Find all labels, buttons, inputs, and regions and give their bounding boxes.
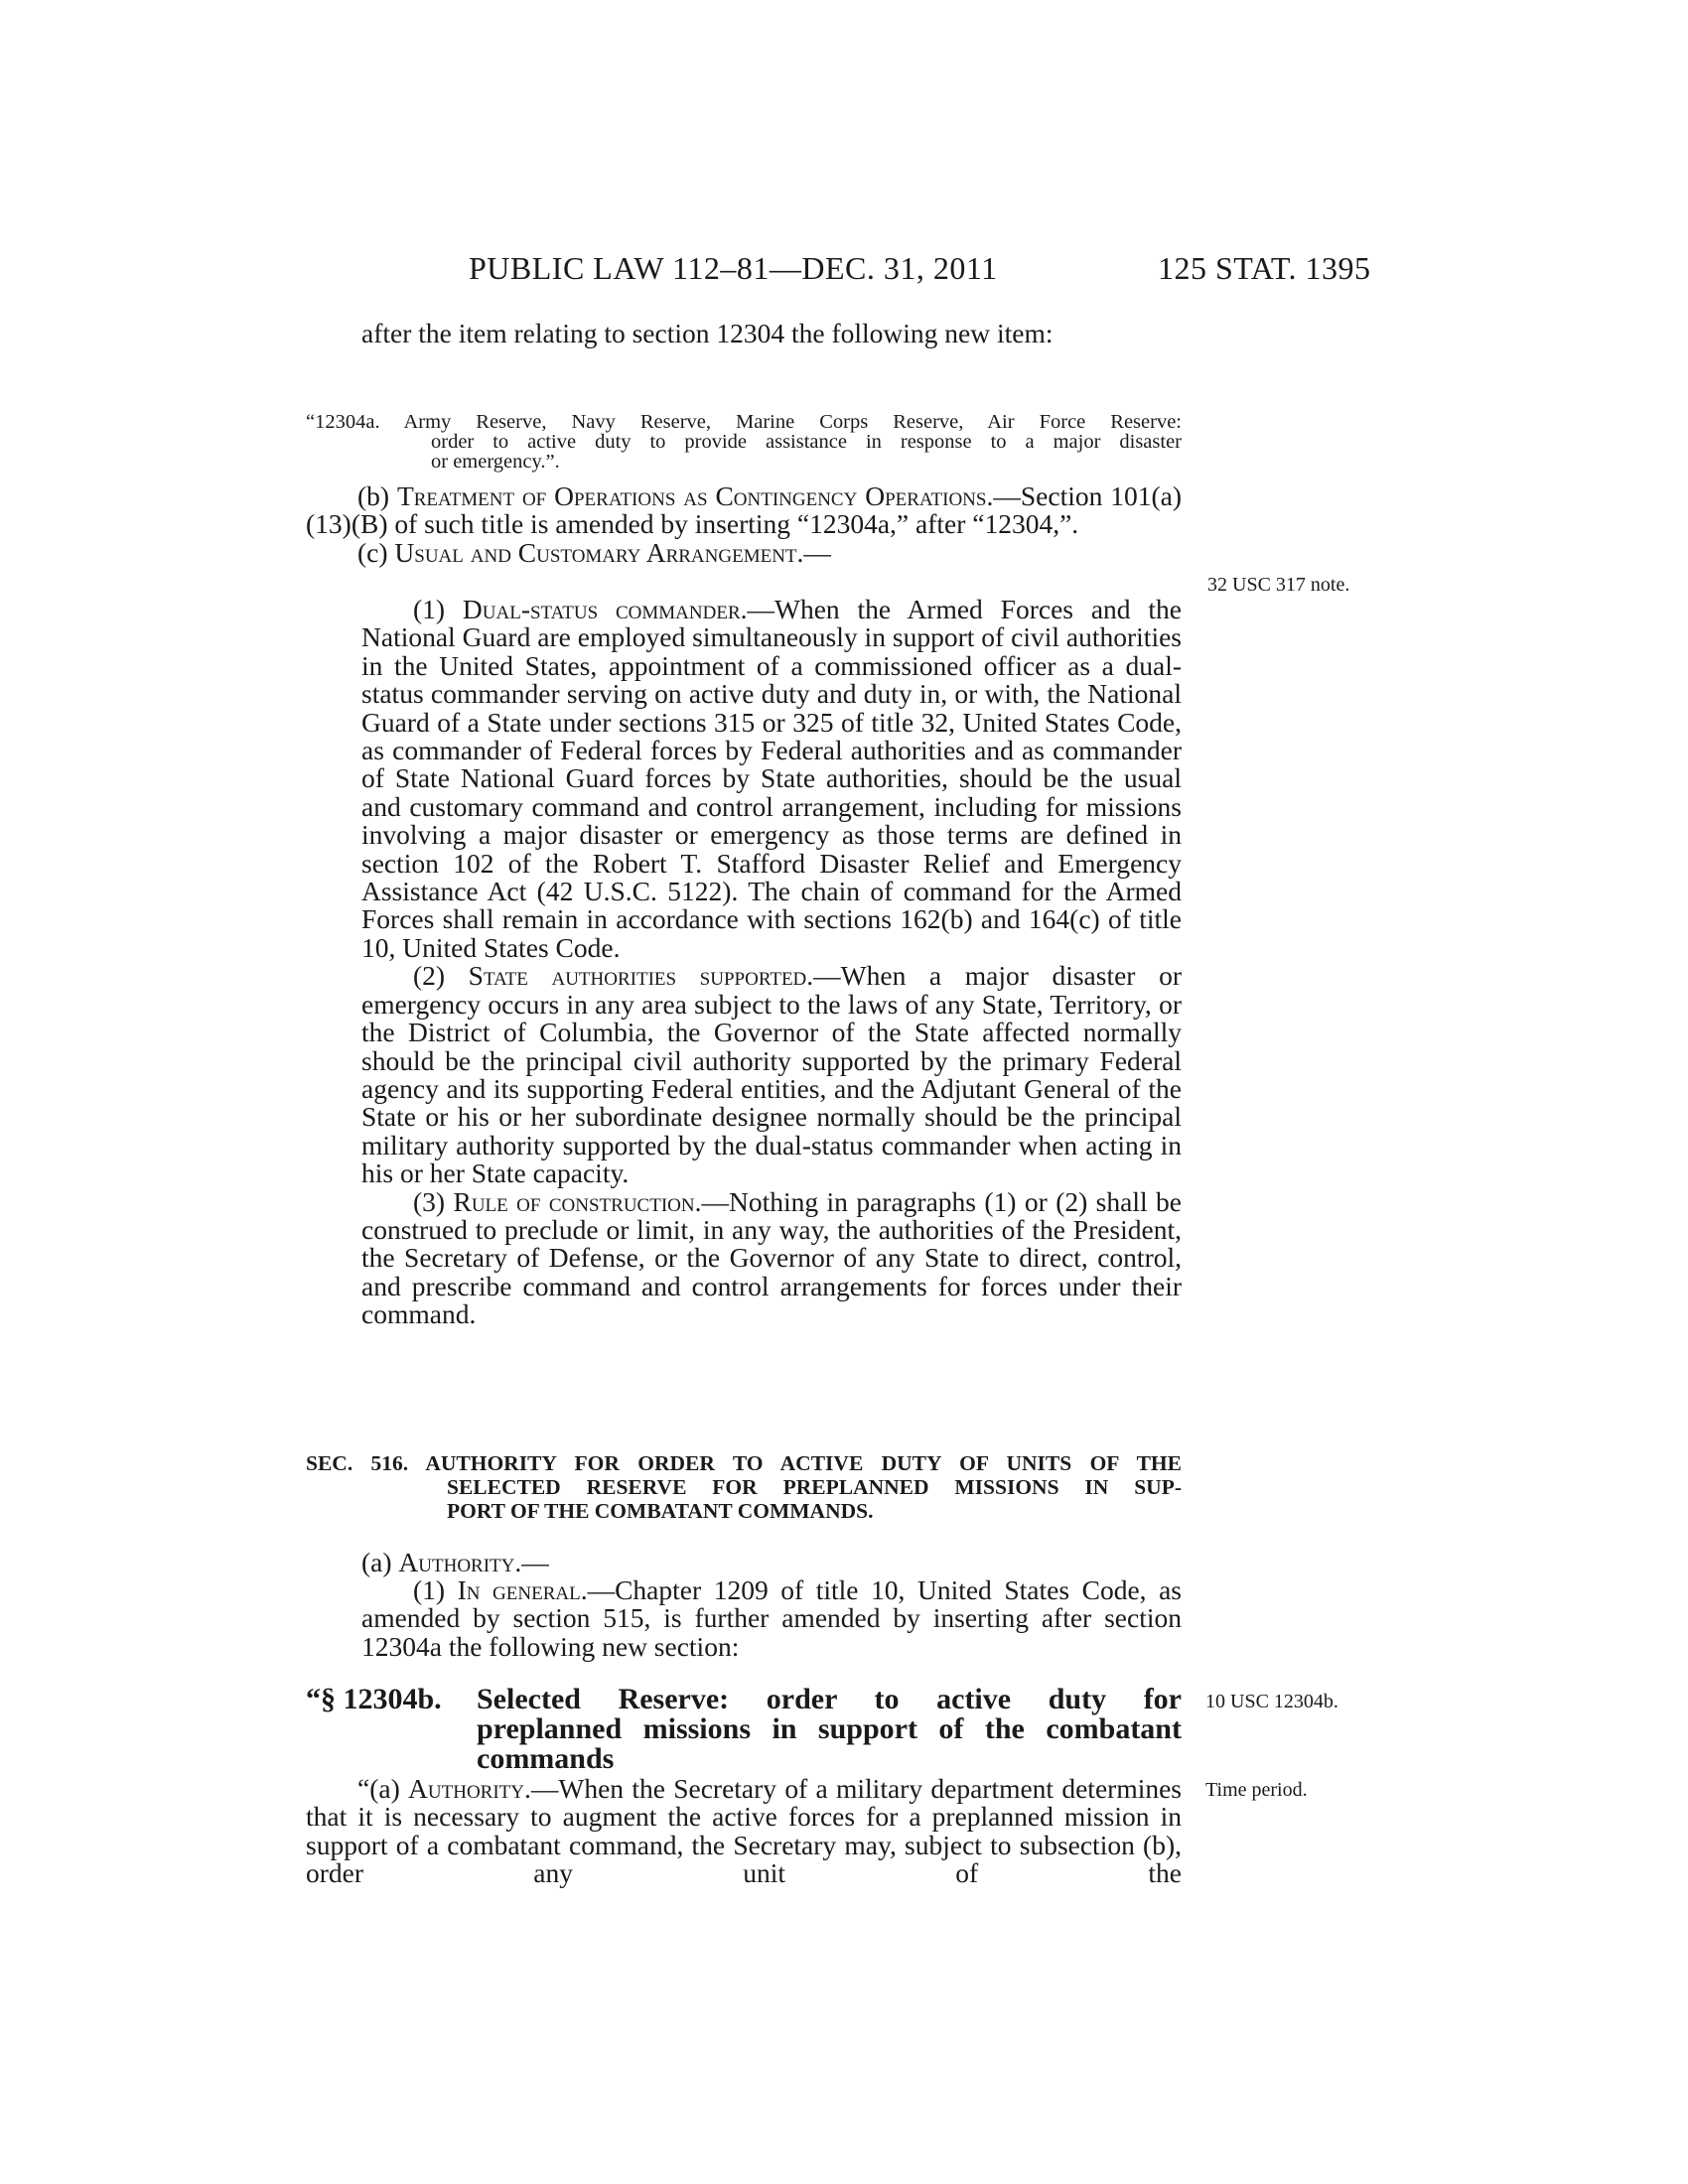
- margin-note: 10 USC 12304b.: [1205, 1691, 1338, 1712]
- paragraph-2: (2) State authorities supported.—When a major disaster or emergency occurs in any area subject to the laws of any State, Territory, or the District of Columbia, the Governor of the State affected normally should be the principal civil authority supported by the primary Federal agency and its supporting Federal entities, and the Adjutant General of the State or his or her subordinate designee normally should be the principal military authority supported by the dual-status commander when acting in his or her State capacity.: [361, 960, 1182, 1189]
- subsection-a: (a) Authority.—: [361, 1547, 549, 1577]
- paragraph-a1: (1) In general.—Chapter 1209 of title 10, United States Code, as amended by section 515, is further amended by inserting after section 12304a the following new section:: [361, 1574, 1182, 1662]
- section-516-heading: SEC. 516. AUTHORITY FOR ORDER TO ACTIVE DUTY OF UNITS OF THE SELECTED RESERVE FOR PREPLANNED MISSIONS IN SUP- PORT OF THE COMBATANT COMMANDS.: [306, 1451, 1182, 1523]
- subsection-c: (c) Usual and Customary Arrangement.—: [357, 536, 831, 568]
- body-main: [306, 482, 1182, 567]
- margin-note: Time period.: [1205, 1779, 1308, 1801]
- paragraph-1: (1) Dual-status commander.—When the Armed Forces and the National Guard are employed simultaneously in support of civil authorities in the United States, appointment of a commissioned officer as a dual-status commander serving on active duty and duty in, or with, the National Guard of a State under sections 315 or 325 of title 32, United States Code, as commander of Federal forces by Federal authorities and as commander of State National Guard forces by State authorities, should be the usual and customary command and control arrangement, including for missions involving a major disaster or emergency as those terms are defined in section 102 of the Robert T. Stafford Disaster Relief and Emergency Assistance Act (42 U.S.C. 5122). The chain of command for the Armed Forces shall remain in accordance with sections 162(b) and 164(c) of title 10, United States Code.: [361, 594, 1182, 963]
- page-header-stat: 125 STAT. 1395: [1158, 250, 1371, 286]
- subsection-b: (b) Treatment of Operations as Contingency Operations.—Section 101(a)(13)(B) of such title is amended by inserting “12304a,” after “12304,”.: [306, 480, 1182, 540]
- paragraph-3: (3) Rule of construction.—Nothing in paragraphs (1) or (2) shall be construed to preclude or limit, in any way, the authorities of the President, the Secretary of Defense, or the Governor of any State to direct, control, and prescribe command and control arrangements for forces under their command.: [361, 1185, 1182, 1330]
- intro-paragraph: after the item relating to section 12304 the following new item:: [361, 318, 1054, 348]
- page-header-law: PUBLIC LAW 112–81—DEC. 31, 2011: [469, 250, 998, 286]
- table-item-12304a: “12304a. Army Reserve, Navy Reserve, Marine Corps Reserve, Air Force Reserve: order to active duty to provide assistance in response to a major disaster or emergency.”.: [306, 411, 1182, 473]
- new-section-heading: “§ 12304b. Selected Reserve: order to active duty for preplanned missions in support of the combatant commands: [306, 1683, 1182, 1775]
- new-subsection-a: “(a) Authority.—When the Secretary of a military department determines that it is necessary to augment the active forces for a preplanned mission in support of a combatant command, the Secretary may, subject to subsection (b), order any unit of the: [306, 1773, 1183, 1889]
- section-number: “§ 12304b.: [306, 1683, 442, 1715]
- margin-note: 32 USC 317 note.: [1207, 574, 1350, 596]
- body-paragraphs: [361, 596, 1182, 1329]
